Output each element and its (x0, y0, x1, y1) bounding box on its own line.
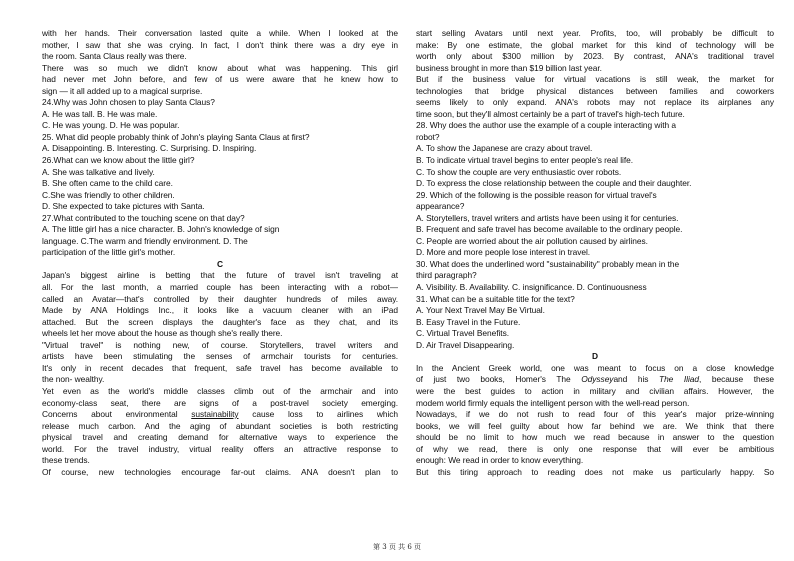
text-line: D. To express the close relationship between the couple and their daughter. (416, 178, 692, 189)
text-line: with her hands. Their conversation lasted quite a while. When I looked at the (42, 28, 398, 38)
text-line: third paragraph? (416, 270, 477, 281)
text-line: 28. Why does the author use the example of a couple interacting with a (416, 120, 677, 131)
text-line: wheels let her move about the house as though she's really there. (42, 328, 283, 339)
text-line: A. She was talkative and lively. (42, 166, 155, 177)
text-line: worth only about $300 million by 2023. By contrast, ANA's traditional travel (416, 51, 774, 62)
text-line: "Virtual travel" is nothing new, of course. Storytellers, travel writers and (42, 339, 398, 350)
text-line: A. Your Next Travel May Be Virtual. (416, 305, 545, 316)
text-line: Japan's biggest airline is betting that the future of travel isn't traveling at (42, 270, 398, 281)
section-heading: D (592, 351, 598, 362)
text-line: A. Visibility. B. Availability. C. insignificance. D. Continuousness (416, 282, 647, 293)
text-line: robot? (416, 131, 440, 142)
text-line: It's only in recent decades that frequent, safe travel has become available to (42, 362, 398, 373)
text-line: But this tiring approach to reading does not make us particularly happy. So (416, 466, 774, 477)
section-heading: C (217, 258, 223, 269)
text-line: enough: We read in order to know everything. (416, 455, 584, 466)
text-line: called an Avatar—that's controlled by their daughter hundreds of miles away. (42, 293, 398, 304)
text-line: business brought in more than $19 billion last year. (416, 62, 602, 73)
text-line: time soon, but they'll almost certainly be a part of travel's high-tech future. (416, 108, 685, 119)
text-line: 25. What did people probably think of John's playing Santa Claus at first? (42, 131, 310, 142)
text-line: the non- wealthy. (42, 374, 105, 385)
text-line: 26.What can we know about the little girl? (42, 155, 195, 166)
text-line: had never met John before, and few of us were aware that he knew how to (42, 74, 398, 85)
text-line: appearance? (416, 201, 465, 212)
text-line: B. She often came to the child care. (42, 178, 173, 189)
text-line: were the best guides to action in military and civilian affairs. However, the (416, 385, 774, 396)
text-line: C. People are worried about the air pollution caused by airlines. (416, 235, 648, 246)
text-line: participation of the little girl's mother. (42, 247, 176, 258)
text-line: D. More and more people lose interest in travel. (416, 247, 591, 258)
text-line: language. C.The warm and friendly environment. D. The (42, 235, 248, 246)
text-line: A. To show the Japanese are crazy about travel. (416, 143, 593, 154)
text-line: should be no limit to how much we read because in answer to the question (416, 432, 774, 443)
text-line: economy-class seat, there are signs of a post-travel society emerging. (42, 397, 398, 408)
text-line: In the Ancient Greek world, one was meant to focus on a close knowledge (416, 362, 774, 373)
text-line: Concerns about environmental sustainability cause loss to airlines which (42, 409, 398, 420)
text-line: Yet even as the world's middle classes climb out of the armchair and into (42, 385, 398, 396)
text-line: Of course, new technologies encourage far-out claims. ANA doesn't plan to (42, 466, 398, 477)
text-line: Made by ANA Holdings Inc., it looks like a vacuum cleaner with an iPad (42, 305, 398, 316)
text-line: B. Frequent and safe travel has become available to the ordinary people. (416, 224, 683, 235)
text-line: modem world firmly equals the intelligent person with the well-read person. (416, 397, 690, 408)
text-line: make: By one estimate, the global market for this kind of technology will be (416, 39, 774, 50)
text-line: artists have been stimulating the senses of armchair tourists for centuries. (42, 351, 398, 362)
text-line: all. For the last month, a married couple has been interacting with a robot— (42, 282, 398, 293)
text-line: seems likely to only expand. ANA's robots may not replace its airplanes any (416, 97, 774, 108)
text-line: B. Easy Travel in the Future. (416, 316, 521, 327)
text-line: these trends. (42, 455, 90, 466)
text-line: technologies that bridge physical distances between families and coworkers (416, 85, 774, 96)
text-line: D. She expected to take pictures with Santa. (42, 201, 205, 212)
text-line: A. Disappointing. B. Interesting. C. Surprising. D. Inspiring. (42, 143, 257, 154)
page-footer: 第 3 页 共 6 页 (372, 543, 422, 551)
text-line: the room. Santa Claus really was there. (42, 51, 187, 62)
text-line: of why we read, there is only one response that will ever be ambitious (416, 443, 774, 454)
text-line: A. Storytellers, travel writers and artists have been using it for centuries. (416, 212, 679, 223)
text-line: C.She was friendly to other children. (42, 189, 175, 200)
text-line: sign — it all added up to a magical surprise. (42, 85, 203, 96)
text-line: C. Virtual Travel Benefits. (416, 328, 509, 339)
left-column (42, 28, 398, 478)
text-line: 30. What does the underlined word "sustainability" probably mean in the (416, 258, 680, 269)
text-line: A. The little girl has a nice character. B. John's knowledge of sign (42, 224, 280, 235)
text-line: release much carbon. And the aging of abundant societies is both restricting (42, 420, 398, 431)
text-line: 29. Which of the following is the possible reason for virtual travel's (416, 189, 657, 200)
text-line: But if the business value for virtual vacations is still weak, the market for (416, 74, 774, 85)
text-line: D. Air Travel Disappearing. (416, 339, 515, 350)
text-line: 24.Why was John chosen to play Santa Claus? (42, 97, 215, 108)
text-line: world. For the travel industry, virtual reality offers an attractive response to (42, 443, 398, 454)
text-line: Nowadays, if we do not rush to read four of this year's major prize-winning (416, 409, 774, 420)
text-line: 31. What can be a suitable title for the text? (416, 293, 575, 304)
text-line: attached. But the screen displays the daughter's face as they chat, and its (42, 316, 398, 327)
text-line: C. He was young. D. He was popular. (42, 120, 180, 131)
text-line: There was so much we didn't know about what was happening. This girl (42, 62, 398, 73)
text-line: mother, I saw that she was crying. In fact, I don't think there was a dry eye in (42, 39, 398, 50)
right-column (416, 28, 774, 478)
text-line: of just two books, Homer's The Odysseyand his The Iliad, because these (416, 374, 774, 385)
text-line: start selling Avatars until next year. Profits, too, will probably be difficult to (416, 28, 774, 38)
text-line: A. He was tall. B. He was male. (42, 108, 158, 119)
text-line: physical travel and creating demand for alternative ways to experience the (42, 432, 398, 443)
text-line: books, we will feel guilty about how far behind we are. We think that there (416, 420, 774, 431)
text-line: 27.What contributed to the touching scene on that day? (42, 212, 245, 223)
text-line: C. To show the couple are very enthusiastic over robots. (416, 166, 622, 177)
text-line: B. To indicate virtual travel begins to enter people's real life. (416, 155, 633, 166)
